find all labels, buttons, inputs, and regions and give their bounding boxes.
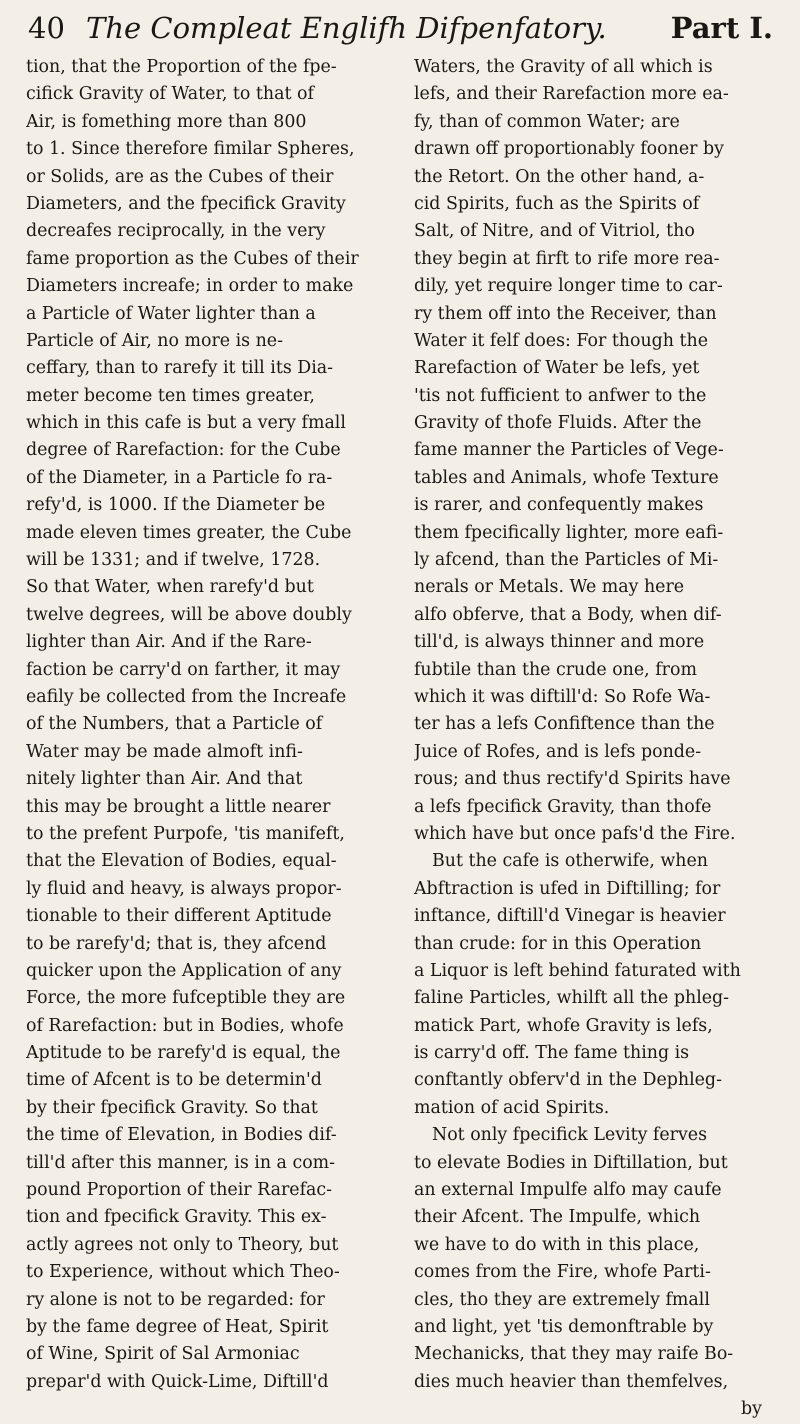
text-line: quicker upon the Application of any: [26, 960, 342, 981]
text-line: 'tis not fufficient to anfwer to the: [414, 385, 707, 406]
text-line: Waters, the Gravity of all which is: [414, 57, 713, 77]
text-line: rous; and thus rectify'd Spirits have: [414, 769, 731, 790]
text-line: Particle of Air, no more is ne-: [26, 330, 283, 351]
text-line: matick Part, whofe Gravity is lefs,: [414, 1015, 713, 1036]
text-line: this may be brought a little nearer: [26, 796, 331, 817]
text-line: or Solids, are as the Cubes of their: [26, 166, 334, 187]
text-line: which have but once pafs'd the Fire.: [414, 823, 736, 844]
text-line: which in this cafe is but a very fmall: [26, 413, 346, 434]
text-line: eafily be collected from the Increafe: [26, 686, 347, 707]
text-line: to elevate Bodies in Diftillation, but: [414, 1152, 728, 1173]
text-line: inftance, diftill'd Vinegar is heavier: [414, 906, 726, 927]
text-line: tion and fpecifick Gravity. This ex-: [26, 1207, 327, 1228]
text-line: Juice of Rofes, and is lefs ponde-: [414, 741, 702, 762]
text-line: lefs, and their Rarefaction more ea-: [414, 84, 729, 105]
text-line: dily, yet require longer time to car-: [414, 276, 723, 297]
text-line: of the Diameter, in a Particle fo ra-: [26, 467, 333, 488]
text-line: Abftraction is ufed in Diftilling; for: [414, 878, 721, 899]
text-line: fame proportion as the Cubes of their: [26, 248, 359, 269]
text-line: their Afcent. The Impulfe, which: [414, 1207, 701, 1228]
text-line: alfo obferve, that a Body, when dif-: [414, 604, 722, 625]
text-line: time of Afcent is to be determin'd: [26, 1070, 322, 1091]
catchword: by: [741, 1399, 762, 1420]
text-line: than crude: for in this Operation: [414, 933, 702, 954]
text-line: mation of acid Spirits.: [414, 1097, 610, 1118]
text-line: drawn off proportionably fooner by: [414, 139, 724, 160]
text-line: tables and Animals, whofe Texture: [414, 467, 719, 488]
text-line: by their fpecifick Gravity. So that: [26, 1097, 318, 1118]
text-line: So that Water, when rarefy'd but: [26, 577, 314, 598]
text-line: fubtile than the crude one, from: [414, 659, 697, 680]
text-line: which it was diftill'd: So Rofe Wa-: [414, 686, 711, 707]
text-line: till'd, is always thinner and more: [414, 632, 705, 653]
left-text-column: [26, 54, 376, 1396]
running-title: The Compleat Englifh Difpenfatory.: [86, 11, 607, 45]
text-line: is rarer, and confequently makes: [414, 495, 704, 516]
text-line: faline Particles, whilft all the phleg-: [414, 988, 730, 1009]
text-line: a Particle of Water lighter than a: [26, 303, 316, 324]
text-line: ry alone is not to be regarded: for: [26, 1289, 325, 1310]
text-line: Mechanicks, that they may raife Bo-: [414, 1344, 734, 1365]
text-line: Aptitude to be rarefy'd is equal, the: [26, 1043, 341, 1064]
text-line: nerals or Metals. We may here: [414, 577, 685, 598]
text-line: ry them off into the Receiver, than: [414, 303, 717, 324]
text-line: Rarefaction of Water be lefs, yet: [414, 358, 700, 379]
text-line: will be 1331; and if twelve, 1728.: [26, 550, 321, 571]
text-line: ly afcend, than the Particles of Mi-: [414, 550, 719, 571]
text-line: an external Impulfe alfo may caufe: [414, 1180, 722, 1201]
text-line: to 1. Since therefore fimilar Spheres,: [26, 139, 355, 160]
text-line: of Rarefaction: but in Bodies, whofe: [26, 1015, 344, 1036]
text-line: them fpecifically lighter, more eafi-: [414, 522, 724, 543]
text-line: of the Numbers, that a Particle of: [26, 714, 323, 735]
text-line: Diameters, and the fpecifick Gravity: [26, 193, 346, 214]
text-line: fame manner the Particles of Vege-: [414, 440, 724, 461]
text-line: But the cafe is otherwife, when: [432, 851, 708, 872]
text-line: meter become ten times greater,: [26, 385, 315, 406]
text-line: actly agrees not only to Theory, but: [26, 1234, 339, 1255]
part-label: Part I.: [670, 11, 773, 45]
text-line: fy, than of common Water; are: [414, 111, 680, 132]
text-line: ly fluid and heavy, is always propor-: [26, 878, 342, 899]
text-line: and light, yet 'tis demonftrable by: [414, 1316, 714, 1337]
text-line: twelve degrees, will be above doubly: [26, 604, 352, 625]
text-line: a lefs fpecifick Gravity, than thofe: [414, 796, 712, 817]
text-line: lighter than Air. And if the Rare-: [26, 632, 312, 653]
text-line: Salt, of Nitre, and of Vitriol, tho: [414, 221, 695, 242]
text-line: tionable to their different Aptitude: [26, 906, 332, 927]
text-line: comes from the Fire, whofe Parti-: [414, 1262, 711, 1283]
text-line: a Liquor is left behind faturated with: [414, 960, 741, 981]
right-text-column: [414, 54, 764, 1424]
text-line: degree of Rarefaction: for the Cube: [26, 440, 341, 461]
text-line: cid Spirits, fuch as the Spirits of: [414, 193, 700, 214]
text-line: ter has a lefs Confiftence than the: [414, 714, 715, 735]
text-line: pound Proportion of their Rarefac-: [26, 1180, 333, 1201]
text-line: refy'd, is 1000. If the Diameter be: [26, 495, 326, 516]
text-line: dies much heavier than themfelves,: [414, 1371, 729, 1392]
text-line: cifick Gravity of Water, to that of: [26, 84, 314, 105]
text-line: Gravity of thofe Fluids. After the: [414, 413, 702, 434]
text-line: of Wine, Spirit of Sal Armoniac: [26, 1344, 300, 1365]
text-line: to be rarefy'd; that is, they afcend: [26, 933, 327, 954]
text-line: tion, that the Proportion of the fpe-: [26, 57, 337, 77]
text-line: that the Elevation of Bodies, equal-: [26, 851, 337, 872]
text-line: prepar'd with Quick-Lime, Diftill'd: [26, 1371, 329, 1392]
text-line: Air, is fomething more than 800: [26, 111, 307, 132]
text-line: we have to do with in this place,: [414, 1234, 700, 1255]
text-line: nitely lighter than Air. And that: [26, 769, 303, 790]
text-line: they begin at firft to rife more rea-: [414, 248, 720, 269]
text-line: decreafes reciprocally, in the very: [26, 221, 326, 242]
text-line: ceffary, than to rarefy it till its Dia-: [26, 358, 334, 379]
text-line: is carry'd off. The fame thing is: [414, 1043, 690, 1064]
page-header: [28, 10, 773, 46]
text-line: made eleven times greater, the Cube: [26, 522, 352, 543]
text-line: Water it felf does: For though the: [414, 330, 709, 351]
text-line: the Retort. On the other hand, a-: [414, 166, 705, 187]
text-line: cles, tho they are extremely fmall: [414, 1289, 710, 1310]
text-line: faction be carry'd on farther, it may: [26, 659, 341, 680]
text-line: Force, the more fufceptible they are: [26, 988, 346, 1009]
text-line: to Experience, without which Theo-: [26, 1262, 340, 1283]
text-line: Water may be made almoft infi-: [26, 741, 303, 762]
text-line: to the prefent Purpofe, 'tis manifeft,: [26, 823, 345, 844]
text-line: till'd after this manner, is in a com-: [26, 1152, 336, 1173]
text-line: Not only fpecifick Levity ferves: [432, 1125, 708, 1146]
page-number: 40: [28, 11, 65, 45]
text-line: conftantly obferv'd in the Dephleg-: [414, 1070, 722, 1091]
text-line: the time of Elevation, in Bodies dif-: [26, 1125, 337, 1146]
text-line: by the fame degree of Heat, Spirit: [26, 1316, 329, 1337]
text-line: Diameters increafe; in order to make: [26, 276, 354, 297]
